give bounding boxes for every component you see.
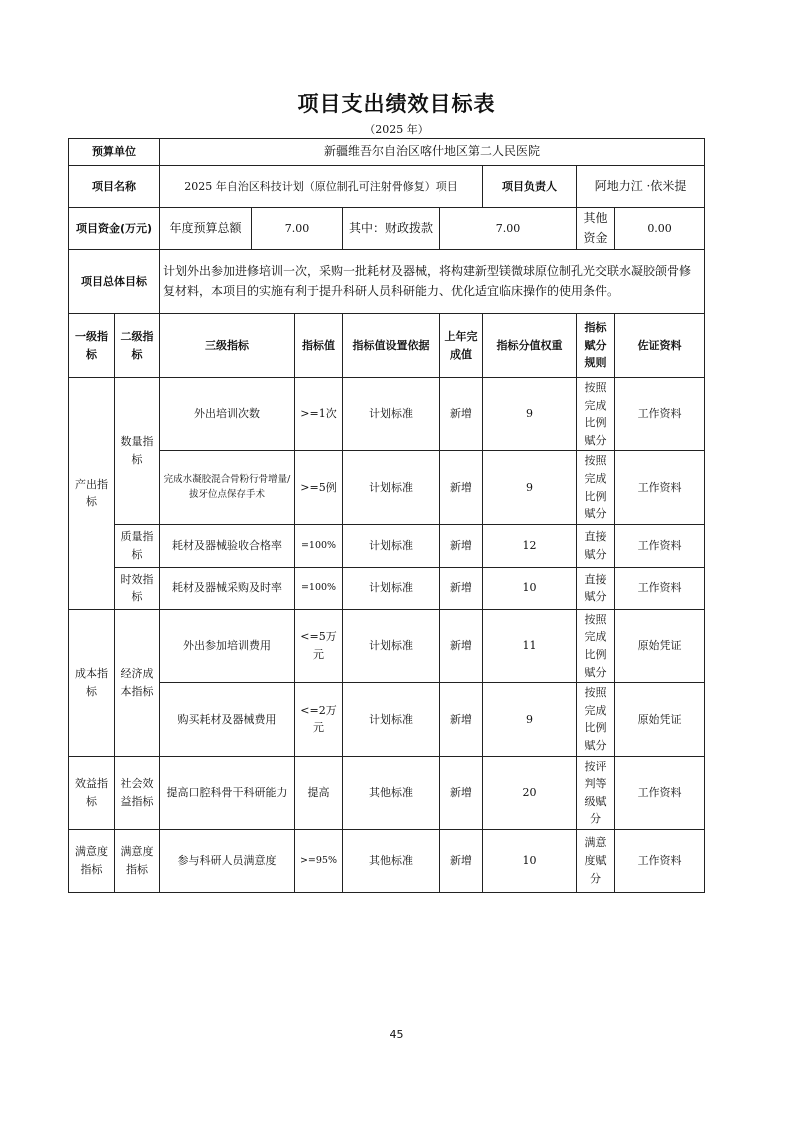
indicator-basis: 计划标准 (343, 524, 440, 567)
other-funding-label: 其他资金 (577, 208, 615, 250)
indicator-last-year: 新增 (440, 756, 483, 829)
other-funding-value: 0.00 (615, 208, 705, 250)
project-leader-label: 项目负责人 (483, 166, 577, 208)
annual-budget-value: 7.00 (252, 208, 343, 250)
fiscal-funding-label: 其中：财政拨款 (343, 208, 440, 250)
indicator-value: >=5例 (295, 451, 343, 524)
indicator-rule: 直接赋分 (577, 567, 615, 609)
indicator-value: 提高 (295, 756, 343, 829)
group-social-benefit: 社会效益指标 (115, 756, 160, 829)
column-header-row (69, 314, 705, 378)
col-weight: 指标分值权重 (483, 314, 577, 378)
fiscal-funding-value: 7.00 (440, 208, 577, 250)
col-level3: 三级指标 (160, 314, 295, 378)
project-fund-label: 项目资金(万元) (69, 208, 160, 250)
indicator-name: 提高口腔科骨干科研能力 (160, 756, 295, 829)
table-row (69, 567, 705, 609)
indicator-rule: 按评判等级赋分 (577, 756, 615, 829)
indicator-name: 参与科研人员满意度 (160, 829, 295, 892)
indicator-basis: 计划标准 (343, 609, 440, 682)
indicator-name: 购买耗材及器械费用 (160, 683, 295, 756)
col-evidence: 佐证资料 (615, 314, 705, 378)
indicator-name: 耗材及器械采购及时率 (160, 567, 295, 609)
group-quality: 质量指标 (115, 524, 160, 567)
col-basis: 指标值设置依据 (343, 314, 440, 378)
table-row (69, 609, 705, 682)
group-cost: 成本指标 (69, 609, 115, 756)
col-level1: 一级指标 (69, 314, 115, 378)
project-fund-row (69, 208, 705, 250)
indicator-evidence: 工作资料 (615, 378, 705, 451)
project-name-row (69, 166, 705, 208)
indicator-rule: 直接赋分 (577, 524, 615, 567)
indicator-evidence: 工作资料 (615, 829, 705, 892)
indicator-weight: 11 (483, 609, 577, 682)
table-row (69, 378, 705, 451)
group-satisfaction: 满意度指标 (69, 829, 115, 892)
indicator-rule: 按照完成比例赋分 (577, 378, 615, 451)
overall-goal-row (69, 250, 705, 314)
table-row (69, 451, 705, 524)
unit-value: 新疆维吾尔自治区喀什地区第二人民医院 (160, 139, 705, 166)
indicator-last-year: 新增 (440, 451, 483, 524)
indicator-basis: 其他标准 (343, 756, 440, 829)
indicator-value: =100% (295, 567, 343, 609)
indicator-weight: 12 (483, 524, 577, 567)
unit-row (69, 139, 705, 166)
page-title: 项目支出绩效目标表 (297, 92, 496, 116)
indicator-basis: 计划标准 (343, 567, 440, 609)
indicator-rule: 按照完成比例赋分 (577, 683, 615, 756)
indicator-evidence: 工作资料 (615, 756, 705, 829)
overall-goal-text: 计划外出参加进修培训一次，采购一批耗材及器械，将构建新型镁微球原位制孔光交联水凝胶颌骨修复材料，本项目的实施有利于提升科研人员科研能力、优化适宜临床操作的使用条件。 (160, 250, 705, 314)
indicator-value: <=5万元 (295, 609, 343, 682)
indicator-last-year: 新增 (440, 524, 483, 567)
indicator-rule: 按照完成比例赋分 (577, 451, 615, 524)
indicator-weight: 10 (483, 829, 577, 892)
col-level2: 二级指标 (115, 314, 160, 378)
project-name-value: 2025 年自治区科技计划（原位制孔可注射骨修复）项目 (160, 166, 483, 208)
page-number: 45 (389, 1028, 404, 1041)
indicator-evidence: 工作资料 (615, 451, 705, 524)
indicator-value: =100% (295, 524, 343, 567)
group-timeliness: 时效指标 (115, 567, 160, 609)
indicator-last-year: 新增 (440, 567, 483, 609)
project-name-label: 项目名称 (69, 166, 160, 208)
group-benefit: 效益指标 (69, 756, 115, 829)
indicator-evidence: 原始凭证 (615, 683, 705, 756)
col-indicator-value: 指标值 (295, 314, 343, 378)
indicator-basis: 其他标准 (343, 829, 440, 892)
indicator-last-year: 新增 (440, 683, 483, 756)
project-leader-value: 阿地力江 ·依米提 (577, 166, 705, 208)
indicator-weight: 9 (483, 683, 577, 756)
indicator-weight: 9 (483, 378, 577, 451)
indicator-basis: 计划标准 (343, 451, 440, 524)
col-scoring-rule: 指标赋分规则 (577, 314, 615, 378)
table-row (69, 829, 705, 892)
group-output: 产出指标 (69, 378, 115, 610)
annual-budget-label: 年度预算总额 (160, 208, 252, 250)
indicator-basis: 计划标准 (343, 683, 440, 756)
indicator-evidence: 工作资料 (615, 567, 705, 609)
overall-goal-label: 项目总体目标 (69, 250, 160, 314)
indicator-last-year: 新增 (440, 378, 483, 451)
indicator-rule: 按照完成比例赋分 (577, 609, 615, 682)
indicator-evidence: 工作资料 (615, 524, 705, 567)
indicator-weight: 9 (483, 451, 577, 524)
indicator-evidence: 原始凭证 (615, 609, 705, 682)
indicator-rule: 满意度赋分 (577, 829, 615, 892)
table-row (69, 524, 705, 567)
indicator-last-year: 新增 (440, 829, 483, 892)
indicator-last-year: 新增 (440, 609, 483, 682)
group-satisfaction-sub: 满意度指标 (115, 829, 160, 892)
indicator-value: >=95% (295, 829, 343, 892)
year-label: （2025 年） (364, 123, 429, 136)
indicator-name: 完成水凝胶混合骨粉行骨增量/拔牙位点保存手术 (160, 451, 295, 524)
indicator-name: 外出参加培训费用 (160, 609, 295, 682)
indicator-basis: 计划标准 (343, 378, 440, 451)
group-economic-cost: 经济成本指标 (115, 609, 160, 756)
indicator-value: <=2万元 (295, 683, 343, 756)
group-quantity: 数量指标 (115, 378, 160, 525)
table-row (69, 683, 705, 756)
indicator-weight: 10 (483, 567, 577, 609)
indicator-weight: 20 (483, 756, 577, 829)
unit-label: 预算单位 (69, 139, 160, 166)
indicator-name: 耗材及器械验收合格率 (160, 524, 295, 567)
indicator-name: 外出培训次数 (160, 378, 295, 451)
performance-target-table (68, 138, 705, 893)
indicator-value: >=1次 (295, 378, 343, 451)
col-last-year: 上年完成值 (440, 314, 483, 378)
table-row (69, 756, 705, 829)
